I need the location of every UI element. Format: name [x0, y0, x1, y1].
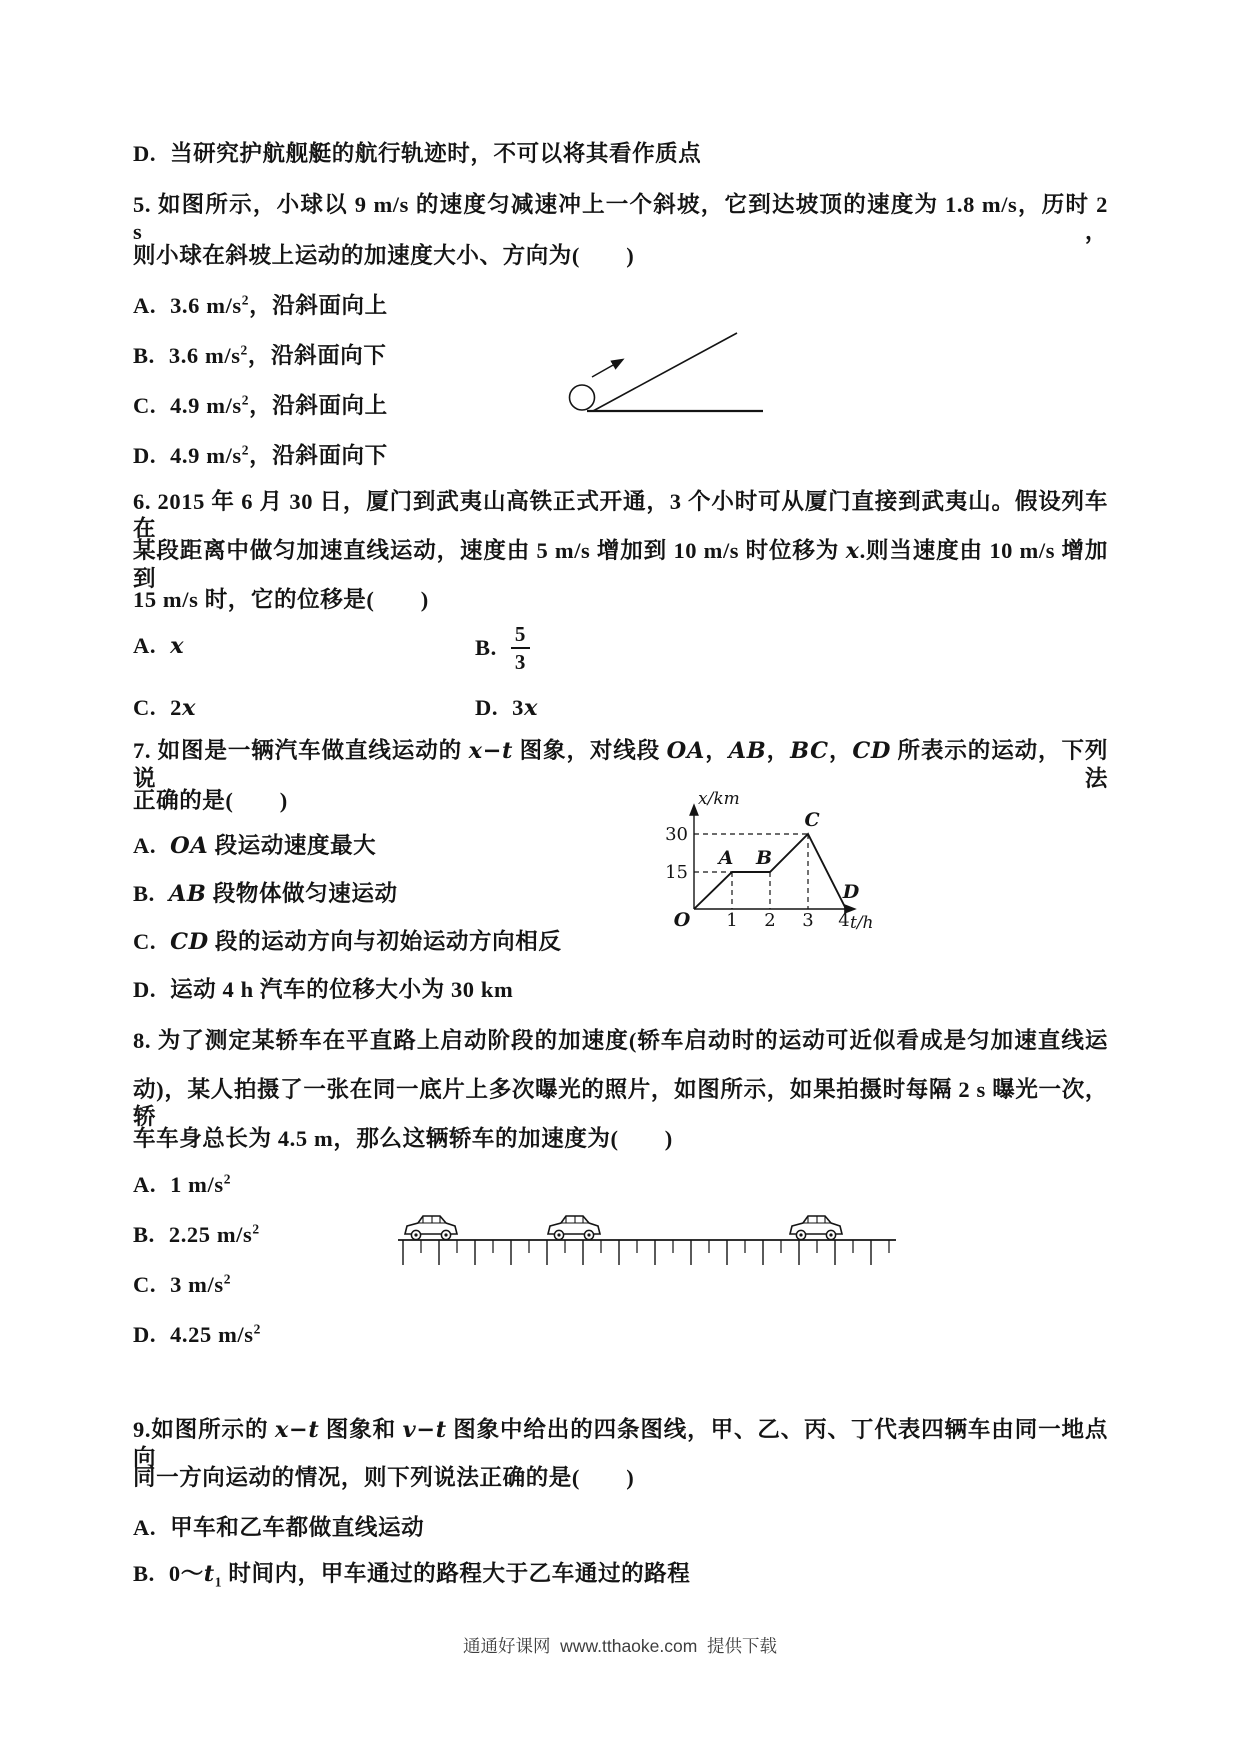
car-icon-3: [790, 1216, 842, 1240]
q5-option-c: [133, 392, 388, 419]
q7-stem-line2: 正确的是( ): [133, 788, 288, 813]
car-icon-1: [405, 1216, 457, 1240]
option-text: AB 段物体做匀速运动: [168, 881, 398, 907]
option-text: 运动 4 h 汽车的位移大小为 30 km: [170, 977, 514, 1002]
option-text: 4.9 $m/s^2$，沿斜面向下: [170, 442, 388, 468]
q6-option-b: [475, 622, 530, 675]
q8-car-ruler-figure: [388, 1203, 908, 1273]
q8-stem-line2: 动)，某人拍摄了一张在同一底片上多次曝光的照片，如图所示，如果拍摄时每隔 2 s 曝光一次，轿: [133, 1077, 1108, 1129]
option-text: 1 $m/s^2$: [170, 1171, 232, 1197]
option-text: 甲车和乙车都做直线运动: [170, 1515, 425, 1540]
option-label: A.: [133, 833, 157, 858]
velocity-arrow-icon: [592, 360, 622, 377]
option-text: 4.9 $m/s^2$，沿斜面向上: [170, 392, 388, 418]
fraction-numerator: 5: [511, 623, 530, 649]
option-label: B.: [133, 1561, 155, 1586]
option-label: C.: [133, 929, 157, 954]
q8-option-c: [133, 1271, 231, 1298]
q5-incline-figure: [505, 285, 770, 420]
option-text: 2x: [170, 695, 196, 721]
option-text: 3 $m/s^2$: [170, 1271, 232, 1297]
option-label: D.: [133, 443, 157, 468]
q6-stem-line1: 6. 2015 年 6 月 30 日，厦门到武夷山高铁正式开通，3 个小时可从厦门直接到武夷山。假设列车在: [133, 489, 1108, 541]
y-tick-15: 15: [665, 862, 688, 883]
option-label: A.: [133, 1515, 157, 1540]
option-label: D.: [133, 1322, 157, 1347]
option-text: 3.6 $m/s^2$，沿斜面向下: [168, 342, 387, 368]
q5-stem-line2: 则小球在斜坡上运动的加速度大小、方向为( ): [133, 243, 635, 268]
option-label: C.: [133, 1272, 157, 1297]
q5-option-a: [133, 292, 388, 319]
point-a-label: A: [718, 847, 734, 869]
q6-option-a: [133, 632, 184, 660]
q8-stem-line3: 车车身总长为 4.5 m，那么这辆轿车的加速度为( ): [133, 1126, 673, 1151]
q9-stem-line2: 同一方向运动的情况，则下列说法正确的是( ): [133, 1465, 635, 1490]
origin-label: O: [673, 909, 691, 931]
q7-option-a: [133, 832, 376, 860]
q6-stem-line3: 15 m/s 时，它的位移是( ): [133, 587, 429, 612]
x-tick-2: 2: [764, 910, 776, 931]
option-label: D.: [133, 141, 157, 166]
q5-stem-line1: 5. 如图所示，小球以 9 m/s 的速度匀减速冲上一个斜坡，它到达坡顶的速度为 1.8 m/s，历时 2 s，: [133, 192, 1108, 244]
x-tick-1: 1: [726, 910, 738, 931]
car-icon-2: [548, 1216, 600, 1240]
q8-option-a: [133, 1171, 231, 1198]
option-label: D.: [133, 977, 157, 1002]
x-axis-label: t/h: [850, 913, 874, 933]
q9-option-b: [133, 1560, 690, 1588]
option-label: A.: [133, 1172, 157, 1197]
q6-option-d: [475, 694, 538, 722]
option-text: 2.25 $m/s^2$: [168, 1221, 260, 1247]
option-label: B.: [133, 1222, 155, 1247]
point-c-label: C: [804, 809, 820, 831]
option-label: C.: [133, 393, 157, 418]
point-d-label: D: [842, 881, 860, 903]
incline-line: [593, 333, 737, 411]
q7-option-c: [133, 928, 561, 956]
option-text: 3.6 $m/s^2$，沿斜面向上: [170, 292, 388, 318]
q7-option-b: [133, 880, 398, 908]
option-label: B.: [475, 635, 497, 661]
x-tick-3: 3: [802, 910, 814, 931]
option-text: CD 段的运动方向与初始运动方向相反: [170, 929, 562, 955]
option-label: D.: [475, 695, 499, 720]
q7-stem-line1: 7. 如图是一辆汽车做直线运动的 x−t 图象，对线段 OA，AB，BC，CD 所表示的运动，下列说法: [133, 738, 1108, 791]
y-axis-label: x/km: [698, 790, 740, 809]
q8-option-b: [133, 1221, 260, 1248]
q4-option-d: [133, 140, 701, 167]
fraction-five-thirds: [511, 623, 530, 673]
q9-stem-line1: 9.如图所示的 x−t 图象和 v−t 图象中给出的四条图线，甲、乙、丙、丁代表四辆车由同一地点向: [133, 1417, 1108, 1470]
q8-stem-line1: 8. 为了测定某轿车在平直路上启动阶段的加速度(轿车启动时的运动可近似看成是匀加速直线运: [133, 1028, 1108, 1053]
option-label: A.: [133, 633, 157, 658]
q9-option-a: [133, 1514, 424, 1541]
y-tick-30: 30: [665, 824, 688, 845]
q5-option-b: [133, 342, 387, 369]
option-text: $0\sim t_1$ 时间内，甲车通过的路程大于乙车通过的路程: [168, 1561, 691, 1590]
option-label: A.: [133, 293, 157, 318]
option-text: x: [170, 633, 185, 659]
point-b-label: B: [755, 847, 773, 869]
footer-watermark: 通通好课网 www.tthaoke.com 提供下载: [462, 1636, 778, 1656]
option-text: 3x: [512, 695, 538, 721]
q7-option-d: [133, 976, 513, 1003]
option-text: 4.25 $m/s^2$: [170, 1321, 261, 1347]
q8-option-d: [133, 1321, 261, 1348]
fraction-denominator: 3: [514, 650, 526, 675]
q6-option-c: [133, 694, 196, 722]
option-label: B.: [133, 881, 155, 906]
ball-icon: [570, 385, 595, 410]
option-label: B.: [133, 343, 155, 368]
option-text: 当研究护航舰艇的航行轨迹时，不可以将其看作质点: [170, 141, 702, 166]
option-text: OA 段运动速度最大: [170, 833, 377, 859]
q6-stem-line2: 某段距离中做匀加速直线运动，速度由 5 m/s 增加到 10 m/s 时位移为 x.则当速度由 10 m/s 增加到: [133, 538, 1108, 591]
option-label: C.: [133, 695, 157, 720]
q5-option-d: [133, 442, 388, 469]
q7-xt-graph: [646, 790, 881, 940]
x-tick-4: 4: [838, 910, 850, 931]
